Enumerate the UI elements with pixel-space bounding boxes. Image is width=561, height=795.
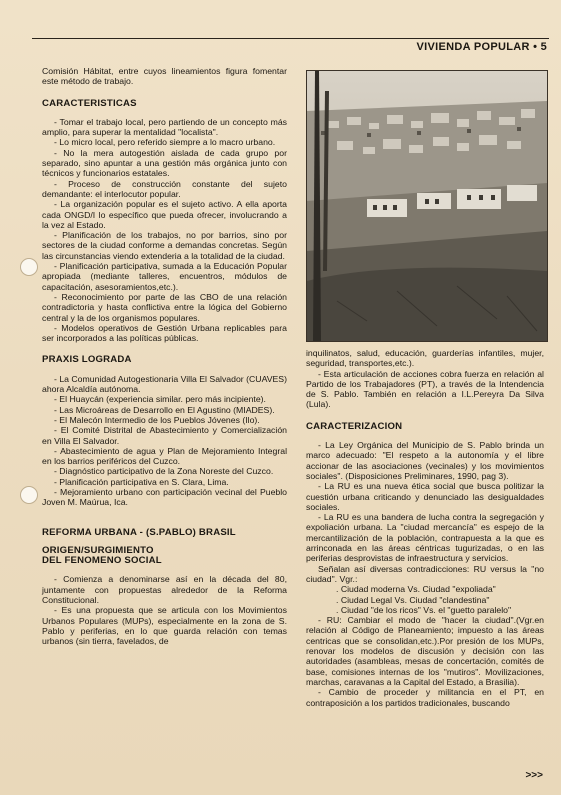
heading-caracterizacion: CARACTERIZACION <box>306 420 403 432</box>
list-item: - Comienza a denominarse así en la década del 80, juntamente con propuestas alrededor de la Reforma Constitucional. <box>42 574 287 606</box>
list-item: - Tomar el trabajo local, pero partiendo de un concepto más amplio, para superar la mentalidad "localista". <box>42 116 287 138</box>
heading-origen-line2: DEL FENOMENO SOCIAL <box>42 555 162 567</box>
right-column <box>306 348 544 708</box>
list-item: - Lo micro local, pero referido siempre a lo macro urbano. <box>54 137 276 148</box>
list-item: - Modelos operativos de Gestión Urbana replicables para ser incorporados a las políticas públicas. <box>42 322 287 344</box>
paragraph: - La RU es una bandera de lucha contra la segregación y expoliación urbana. La "ciudad mercancía" es espejo de la mercantilización de la población, contrapuesta a la que es arrinconada en las áreas céntricas tugurizadas, o en las periferias desprovistas de infraestructura y servicios. <box>306 512 544 564</box>
list-item: - Abastecimiento de agua y Plan de Mejoramiento Integral en los barrios periféricos del Cuzco. <box>42 445 287 467</box>
list-item: - Planificación de los trabajos, no por barrios, sino por sectores de la ciudad conforme a demandas concretas. Según las circunstancias viendo extenderia a la totalidad de la ciudad. <box>42 230 287 261</box>
list-item: - La Comunidad Autogestionaria Villa El Salvador (CUAVES) ahora Alcaldía autónoma. <box>42 373 287 395</box>
list-item: - El Malecón Intermedio de los Pueblos Jóvenes (Ilo). <box>54 414 260 425</box>
binder-hole <box>20 486 38 504</box>
list-item: - Mejoramiento urbano con participación vecinal del Pueblo Joven M. Maúrua, Ica. <box>42 486 287 508</box>
continued-paragraph: inquilinatos, salud, educación, guarderías infantiles, mujer, seguridad, transportes,etc.). <box>306 348 544 369</box>
paragraph: - Esta articulación de acciones cobra fuerza en relación al Partido de los Trabajadores (PT), a través de la Intendencia de S. Pablo. También en relación a I.L.Pereyra Da Silva (Lula). <box>306 368 544 410</box>
paragraph: - La Ley Orgánica del Municipio de S. Pablo brinda un marco adecuado: "El respeto a la autonomía y el libre accionar de las asociaciones (vecinales) y los movimientos sociales". (Disposiciones Preliminares, 1990, pag 3). <box>306 440 544 481</box>
paragraph: - RU: Cambiar el modo de "hacer la ciudad".(Vgr.en relación al Código de Planeamiento; impuesto a las áreas centricas que se consolidan,etc.).Por presión de los MUPs, renovar los modelos de discusión y decisión con las autoridades (asambleas, mesas de concertación, comités de base, comisiones internas de los "mutiros". Movilizaciones, marchas, caravanas a la Capital del Estado, a Brasilia). <box>306 615 544 687</box>
binder-hole <box>20 258 38 276</box>
list-item: . Ciudad moderna Vs. Ciudad "expoliada" <box>336 584 496 595</box>
heading-praxis: PRAXIS LOGRADA <box>42 354 132 366</box>
list-item: - Las Microáreas de Desarrollo en El Agustino (MIADES). <box>54 404 275 415</box>
paragraph: Señalan así diversas contradicciones: RU versus la "no ciudad". Vgr.: <box>306 563 544 584</box>
heading-origen-line1: ORIGEN/SURGIMIENTO <box>42 544 154 556</box>
continued-arrows: >>> <box>525 770 543 781</box>
list-item: - Proceso de construcción constante del sujeto demandante: el interlocutor popular. <box>42 178 287 199</box>
heading-caracteristicas: CARACTERISTICAS <box>42 97 137 109</box>
list-item: - Planificación participativa en S. Clara, Lima. <box>54 476 229 487</box>
list-item: - Es una propuesta que se articula con los Movimientos Urbanos Populares (MUPs), especialmente en la zona de S. Pablo y periferias, en lo que guarda relación con temas urbanos (sin tierra, favelados, de <box>42 605 287 647</box>
list-item: - Reconocimiento por parte de las CBO de una relación contradictoria y hasta conflictiva entre la lógica del Gobierno central y la de los organismos populares. <box>42 291 287 323</box>
photo-illustration <box>307 71 547 341</box>
list-item: - Diagnóstico participativo de la Zona Noreste del Cuzco. <box>54 466 274 477</box>
list-item: - El Comité Distrital de Abastecimiento y Comercialización en Villa El Salvador. <box>42 425 287 446</box>
list-item: . Ciudad Legal Vs. Ciudad "clandestina" <box>336 594 490 605</box>
list-item: - La organización popular es el sujeto activo. A ella aporta cada ONGD/I lo específico que pueda ofrecer, involucrando a la vez al Estado. <box>42 199 287 230</box>
header-rule <box>32 38 549 39</box>
paragraph: - La RU es una nueva ética social que busca politizar la cuestión urbana criticando y denunciado las desigualdades sociales. <box>306 481 544 512</box>
list-item: - El Huaycán (experiencia similar. pero más incipiente). <box>54 394 266 405</box>
page-header-title: VIVIENDA POPULAR • 5 <box>416 41 547 53</box>
left-column <box>42 66 287 647</box>
heading-reforma-urbana: REFORMA URBANA - (S.PABLO) BRASIL <box>42 526 236 538</box>
list-item: - Planificación participativa, sumada a la Educación Popular apropiada (mediante talleres, encuentros, módulos de capacitación, asesoramientos,etc.). <box>42 261 287 292</box>
city-hillside-photo <box>306 70 548 342</box>
intro-paragraph: Comisión Hábitat, entre cuyos lineamientos figura fomentar este método de trabajo. <box>42 66 287 87</box>
list-item: . Ciudad "de los ricos" Vs. el "guetto paralelo" <box>336 604 512 615</box>
paragraph: - Cambio de proceder y militancia en el PT, en contraposición a los partidos tradicionales, buscando <box>306 687 544 708</box>
list-item: - No la mera autogestión aislada de cada grupo por separado, sino apuntar a una gestión más orgánica junto con técnicos y funcionarios estatales. <box>42 147 287 179</box>
